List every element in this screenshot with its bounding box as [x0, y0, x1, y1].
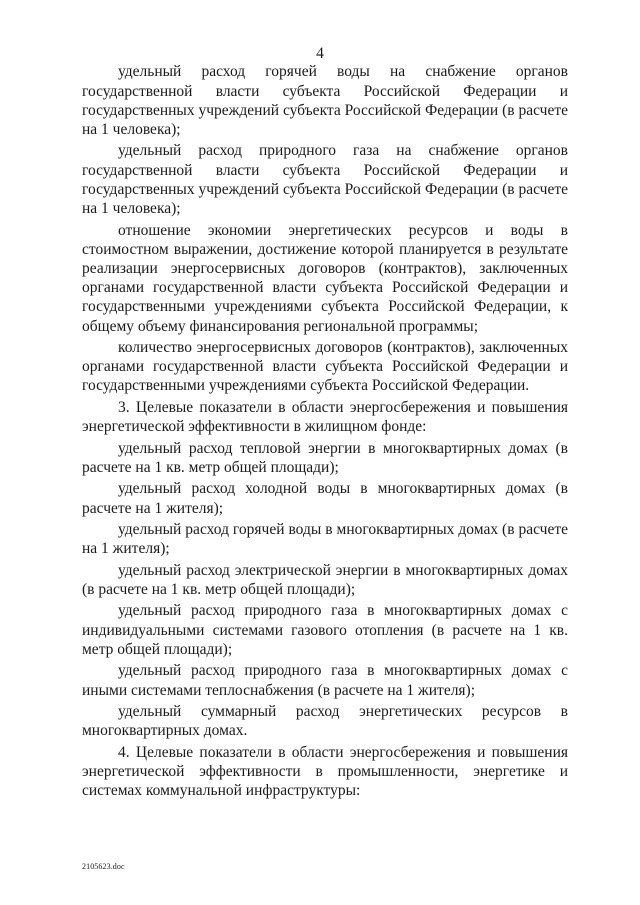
paragraph-section-3-heading: 3. Целевые показатели в области энергосбережения и повышения энергетической эффективности в жилищном фонде:: [82, 398, 568, 436]
paragraph-cold-water-apartments: удельный расход холодной воды в многоквартирных домах (в расчете на 1 жителя);: [82, 480, 568, 517]
paragraph-electricity-apartments: удельный расход электрической энергии в многоквартирных домах (в расчете на 1 кв. метр общей площади);: [82, 561, 568, 598]
page-number: 4: [316, 45, 324, 62]
paragraph-natural-gas-government: удельный расход природного газа на снабжение органов государственной власти субъекта Российской Федерации и государственных учреждений субъекта Российской Федерации (в расчете на 1 человека);: [82, 142, 568, 218]
footer-filename: 2105623.doc: [82, 862, 125, 871]
paragraph-gas-individual-heating: удельный расход природного газа в многоквартирных домах с индивидуальными системами газового отопления (в расчете на 1 кв. метр общей площади);: [82, 602, 568, 658]
paragraph-energy-service-contracts-count: количество энергосервисных договоров (контрактов), заключенных органами государственной власти субъекта Российской Федерации и государственными учреждениями субъекта Российской Федерации.: [82, 339, 568, 395]
paragraph-section-4-heading: 4. Целевые показатели в области энергосбережения и повышения энергетической эффективности в промышленности, энергетике и системах коммунальной инфраструктуры:: [82, 743, 568, 800]
paragraph-hot-water-government: удельный расход горячей воды на снабжение органов государственной власти субъекта Российской Федерации и государственных учреждений субъекта Российской Федерации (в расчете на 1 человека);: [82, 63, 568, 138]
paragraph-energy-savings-ratio: отношение экономии энергетических ресурсов и воды в стоимостном выражении, достижение которой планируется в результате реализации энергосервисных договоров (контрактов), заключенных органами государственной власти субъекта Российской Федерации и государственными учреждениями субъекта Российской Федерации, к общему объему финансирования региональной программы;: [82, 221, 568, 335]
paragraph-total-energy-apartments: удельный суммарный расход энергетических ресурсов в многоквартирных домах.: [82, 703, 568, 740]
document-body: [82, 60, 568, 800]
paragraph-hot-water-apartments: удельный расход горячей воды в многоквартирных домах (в расчете на 1 жителя);: [82, 521, 568, 558]
paragraph-heat-energy-apartments: удельный расход тепловой энергии в многоквартирных домах (в расчете на 1 кв. метр общей площади);: [82, 439, 568, 476]
paragraph-gas-other-heating: удельный расход природного газа в многоквартирных домах с иными системами теплоснабжения (в расчете на 1 жителя);: [82, 662, 568, 699]
